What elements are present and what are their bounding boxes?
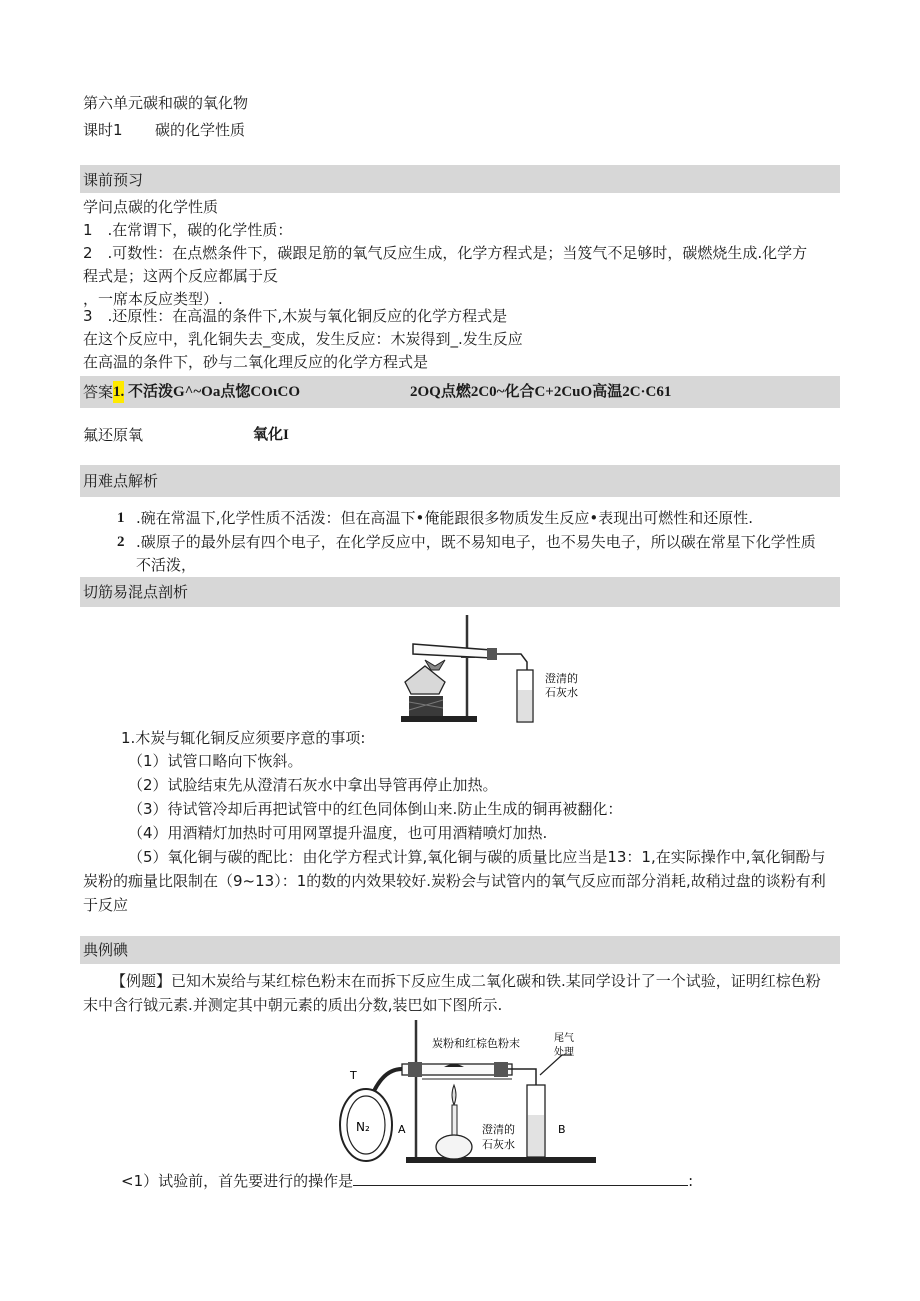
preview-line-7: 在高温的条件下，砂与二氧化理反应的化学方程式是	[83, 353, 429, 371]
label-lime-1: 澄清的	[482, 1123, 515, 1136]
question-1	[121, 1170, 693, 1192]
label-lime-2: 石灰水	[482, 1138, 515, 1151]
lamp-wick	[452, 1105, 457, 1135]
answer-label: 答案	[83, 383, 114, 401]
answer-part-1: 不活泼G^~Oa点惚COιCO	[128, 384, 301, 400]
lesson-label: 课时1	[83, 121, 123, 139]
example-text-1: 【例题】已知木炭给与某红棕色粉末在而拆下反应生成二氧化碳和铁.某同学设计了一个试验，证明红棕色粉	[111, 972, 821, 990]
alcohol-lamp	[436, 1135, 472, 1159]
label-B: B	[558, 1123, 566, 1136]
lime-water	[528, 1115, 544, 1156]
answer-number: 1.	[113, 381, 124, 403]
preview-topic: 学问点碳的化学性质	[83, 198, 219, 216]
label-T: T	[350, 1069, 357, 1082]
label-powder: 炭粉和红棕色粉末	[432, 1037, 520, 1050]
difficult-point-2a: .碳原子的最外层有四个电子，在化学反应中，既不易知电子，也不易失电子，所以碳在常星下化学性质	[136, 533, 816, 551]
section-label-confusion: 切筋易混点剖析	[83, 583, 189, 601]
confusion-item-1: （1）试管口略向下恢斜。	[128, 752, 303, 770]
question-1-suffix: :	[688, 1172, 694, 1190]
answer-band	[80, 376, 840, 408]
confusion-item-5b: 炭粉的痂量比限制在（9~13）：1的数的内效果较好.炭粉会与试管内的氧气反应而部分消耗,故稍过盘的谈粉有利	[83, 872, 826, 890]
answer-part-2: 2OQ点燃2C0~化合C+2CuO高温2C·C61	[410, 384, 672, 400]
preview-line-5: 3 .还原性：在高温的条件下,木炭与氧化铜反应的化学方程式是	[83, 307, 508, 325]
section-band-preview	[80, 165, 840, 193]
lime-water	[518, 690, 532, 721]
label-n2: N₂	[356, 1120, 370, 1134]
preview-line-3: 程式是；这两个反应都属于反	[83, 267, 279, 285]
flame	[452, 1085, 456, 1105]
difficult-point-2b: 不活泼，	[136, 556, 197, 574]
wood-block	[409, 696, 443, 716]
stand-base	[406, 1157, 596, 1163]
section-label-preview: 课前预习	[83, 171, 144, 189]
section-band-example	[80, 936, 840, 964]
preview-line-6: 在这个反应中，乳化铜失去_变成，发生反应：木炭得到_.发生反应	[83, 330, 523, 348]
section-label-example: 典例碘	[83, 941, 129, 959]
figure1-label-line2: 石灰水	[545, 686, 578, 699]
example-text-2: 末中含行钺元素.并测定其中朝元素的质出分数,装巴如下图所示.	[83, 996, 503, 1014]
iron-stand-base	[401, 716, 477, 722]
difficult-num-2: 2	[117, 534, 125, 550]
answer-line-2a: 氟还原氧	[83, 426, 144, 444]
question-1-answer-blank[interactable]	[353, 1171, 688, 1186]
label-tail-2: 处理	[554, 1047, 574, 1058]
section-label-difficult: 用难点解析	[83, 472, 159, 490]
preview-line-2: 2 .可数性：在点燃条件下，碳跟足筋的氧气反应生成，化学方程式是；当笈气不足够时，碳燃烧生成.化学方	[83, 244, 808, 262]
figure1-label-line1: 澄清的	[545, 672, 578, 685]
difficult-point-1: .碗在常温下,化学性质不活泼：但在高温下•俺能跟很多物质发生反应•表现出可燃性和还原性.	[136, 509, 754, 527]
confusion-item-3: （3）待试管冷却后再把试管中的红色同体倒山来.防止生成的铜再被翻化：	[128, 800, 623, 818]
section-band-difficult	[80, 465, 840, 497]
label-tail-1: 尾气	[554, 1033, 574, 1044]
confusion-item-2: （2）试脸结束先从澄清石灰水中拿出导管再停止加热。	[128, 776, 498, 794]
preview-line-4: ，一席本反应类型）.	[83, 290, 223, 308]
stopper-right	[494, 1062, 508, 1077]
figure-carbon-reduction-apparatus	[395, 610, 595, 730]
answer-line-2b: 氧化I	[253, 427, 289, 443]
confusion-item-4: （4）用酒精灯加热时可用网罩提升温度，也可用酒精喷灯加热.	[128, 824, 548, 842]
section-band-confusion	[80, 577, 840, 607]
lesson-title: 碳的化学性质	[155, 121, 246, 139]
label-A: A	[398, 1123, 406, 1136]
figure-iron-oxide-apparatus	[322, 1015, 612, 1167]
preview-line-1: 1 .在常谓下，碳的化学性质：	[83, 221, 293, 239]
confusion-item-5c: 于反应	[83, 896, 129, 914]
difficult-num-1: 1	[117, 510, 125, 526]
stopper	[487, 648, 497, 660]
stopper-left	[408, 1062, 422, 1077]
unit-title: 第六单元碳和碳的氧化物	[83, 94, 249, 112]
confusion-title: 1.木炭与辄化铜反应须要序意的事项:	[121, 729, 366, 747]
question-1-prefix: <1）试验前，首先要进行的操作是	[121, 1172, 354, 1190]
confusion-item-5a: （5）氧化铜与碳的配比：由化学方程式计算,氧化铜与碳的质量比应当是13：1,在实际操作中,氧化铜酚与	[128, 848, 826, 866]
